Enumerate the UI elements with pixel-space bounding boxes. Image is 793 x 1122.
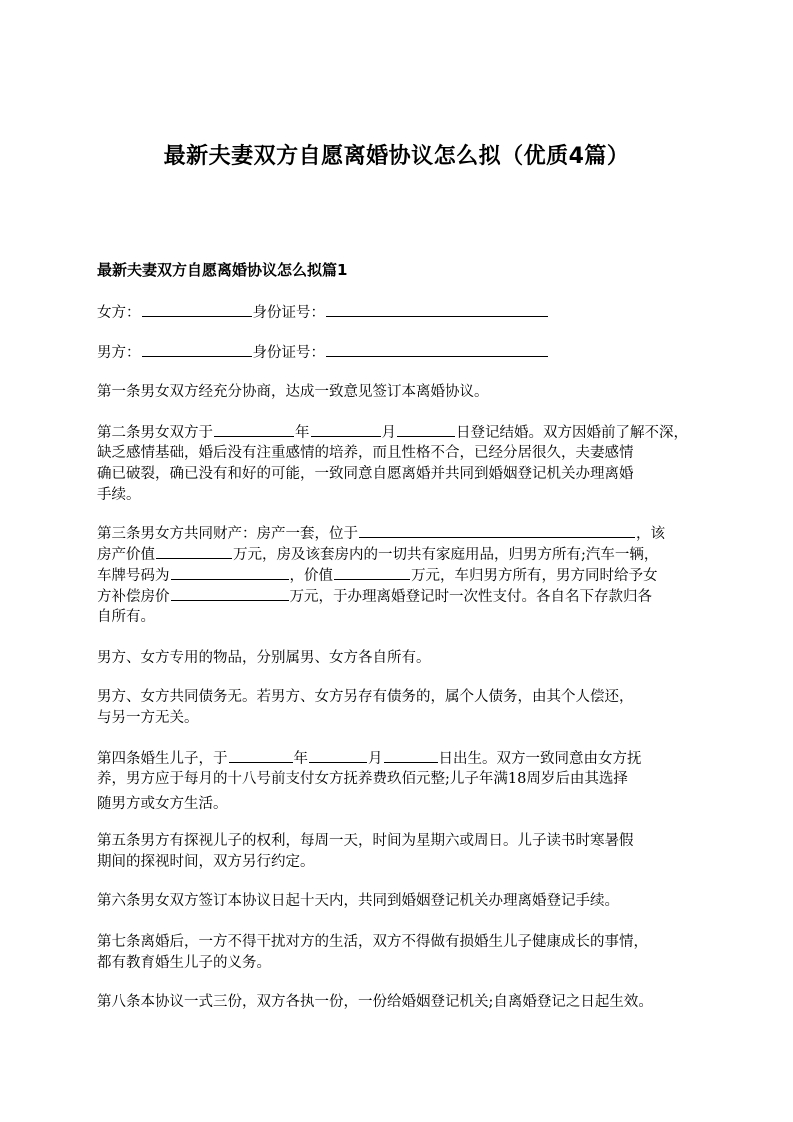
woman-name-blank (142, 302, 252, 317)
debt-line-2: 与另一方无关。 (97, 710, 199, 726)
article-2 (97, 422, 717, 506)
compensation-blank (171, 586, 289, 601)
article-4-line-2: 养，男方应于每月的十八号前支付女方抚养费玖佰元整;儿子年满18周岁后由其选择 (97, 771, 628, 787)
car-value-blank (334, 565, 410, 580)
article-5-line-2: 期间的探视时间，双方另行约定。 (97, 854, 315, 870)
marriage-year-blank (214, 422, 294, 437)
woman-id-label: 身份证号： (252, 305, 325, 321)
article-4-text: 第四条婚生儿子，于 (97, 751, 228, 767)
month-label: 月 (381, 425, 396, 441)
article-7-line-1: 第七条离婚后，一方不得干扰对方的生活，双方不得做有损婚生儿子健康成长的事情， (97, 934, 648, 950)
article-6: 第六条男女双方签订本协议日起十天内，共同到婚姻登记机关办理离婚登记手续。 (97, 893, 619, 909)
article-7 (97, 932, 717, 974)
article-5-line-1: 第五条男方有探视儿子的权利，每周一天，时间为星期六或周日。儿子读书时寒暑假 (97, 833, 634, 849)
article-2-line-4: 手续。 (97, 487, 141, 503)
year-label: 年 (295, 425, 310, 441)
article-4 (97, 748, 717, 815)
compensation-label: 方补偿房价 (97, 589, 170, 605)
man-id-blank (326, 342, 548, 357)
article-3-text: 第三条男女方共同财产：房产一套，位于 (97, 526, 358, 542)
property-location-blank (359, 523, 635, 538)
marriage-month-blank (311, 422, 381, 437)
plate-number-label: 车牌号码为 (97, 568, 170, 584)
article-2-line-2: 缺乏感情基础，婚后没有注重感情的培养，而且性格不合，已经分居很久，夫妻感情 (97, 445, 634, 461)
woman-line (97, 302, 717, 324)
woman-label: 女方： (97, 305, 141, 321)
debt-paragraph (97, 687, 717, 729)
debt-line-1: 男方、女方共同债务无。若男方、女方另存有债务的，属个人债务，由其个人偿还， (97, 689, 634, 705)
article-3-text-i: 万元，于办理离婚登记时一次性支付。各自名下存款归各 (289, 589, 652, 605)
article-2-line-3: 确已破裂，确已没有和好的可能，一致同意自愿离婚并共同到婚姻登记机关办理离婚 (97, 466, 634, 482)
personal-items-paragraph: 男方、女方专用的物品，分别属男、女方各自所有。 (97, 650, 431, 666)
birth-year-blank (229, 748, 293, 763)
car-value-label: ，价值 (289, 568, 333, 584)
man-id-label: 身份证号： (252, 345, 325, 361)
article-3-text-g: 万元，车归男方所有，男方同时给予女 (411, 568, 658, 584)
article-7-line-2: 都有教育婚生儿子的义务。 (97, 955, 271, 971)
article-2-text-cont: 日登记结婚。双方因婚前了解不深， (456, 425, 688, 441)
man-line (97, 342, 717, 364)
property-value-label: 房产价值 (97, 547, 155, 563)
document-title: 最新夫妻双方自愿离婚协议怎么拟（优质4篇） (163, 144, 630, 169)
birth-day-blank (384, 748, 438, 763)
month-label: 月 (368, 751, 383, 767)
man-name-blank (142, 342, 252, 357)
year-label: 年 (293, 751, 308, 767)
article-3-line-5: 自所有。 (97, 609, 155, 625)
article-1: 第一条男女双方经充分协商，达成一致意见签订本离婚协议。 (97, 384, 489, 400)
article-3-text-b: ，该 (636, 526, 665, 542)
man-label: 男方： (97, 345, 141, 361)
article-3 (97, 523, 717, 628)
section-title: 最新夫妻双方自愿离婚协议怎么拟篇1 (97, 261, 348, 279)
plate-number-blank (171, 565, 289, 580)
article-8: 第八条本协议一式三份，双方各执一份，一份给婚姻登记机关;自离婚登记之日起生效。 (97, 994, 653, 1010)
article-4-line-3: 随男方或女方生活。 (97, 796, 228, 812)
marriage-day-blank (397, 422, 455, 437)
article-5 (97, 831, 717, 873)
article-4-text-d: 日出生。双方一致同意由女方抚 (438, 751, 642, 767)
property-value-blank (156, 544, 232, 559)
article-3-text-d: 万元，房及该套房内的一切共有家庭用品，归男方所有;汽车一辆， (233, 547, 659, 563)
woman-id-blank (326, 302, 548, 317)
article-2-text: 第二条男女双方于 (97, 425, 213, 441)
birth-month-blank (309, 748, 367, 763)
